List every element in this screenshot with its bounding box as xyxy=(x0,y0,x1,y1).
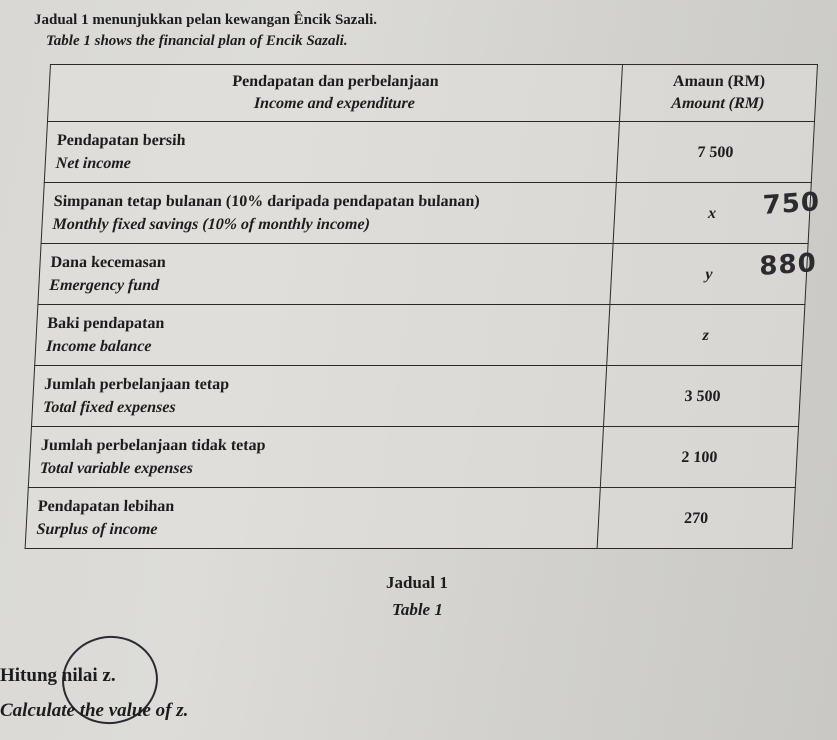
table-caption-malay: Jadual 1 xyxy=(386,573,448,592)
intro-text-malay: Jadual 1 menunjukkan pelan kewangan Êncik Sazali. xyxy=(34,12,378,28)
table-row xyxy=(25,488,795,549)
row-description xyxy=(25,488,600,549)
amount-variable-z: z xyxy=(702,326,710,344)
table-row xyxy=(28,427,798,488)
handwritten-annotation: 750 xyxy=(762,187,820,221)
header-description-malay: Pendapatan dan perbelanjaan xyxy=(231,73,440,90)
table-row xyxy=(32,366,802,427)
row-label-malay: Jumlah perbelanjaan tidak tetap xyxy=(40,437,266,454)
row-description xyxy=(35,305,610,366)
row-label-english: Net income xyxy=(55,155,132,172)
question-english: Calculate the value of z. xyxy=(0,700,189,721)
amount-value: 7 500 xyxy=(696,143,734,161)
question-malay: Hitung nilai z. xyxy=(0,665,116,686)
row-label-malay: Pendapatan bersih xyxy=(56,132,186,149)
amount-value: 270 xyxy=(683,509,709,527)
table-row xyxy=(38,244,808,305)
table-header-row xyxy=(47,65,817,122)
row-amount xyxy=(600,427,798,488)
row-label-english: Income balance xyxy=(45,338,152,355)
header-description-english: Income and expenditure xyxy=(253,95,416,112)
table-caption-english: Table 1 xyxy=(392,600,443,619)
row-label-malay: Pendapatan lebihan xyxy=(37,498,175,515)
header-amount-english: Amount (RM) xyxy=(670,95,765,112)
row-description xyxy=(38,244,613,305)
row-label-malay: Jumlah perbelanjaan tetap xyxy=(43,376,230,393)
table-row xyxy=(35,305,805,366)
row-label-malay: Dana kecemasan xyxy=(50,254,167,271)
row-label-malay: Simpanan tetap bulanan (10% daripada pendapatan bulanan) xyxy=(53,193,481,210)
financial-plan-table xyxy=(25,64,818,549)
row-label-english: Total variable expenses xyxy=(39,460,194,477)
amount-value: 2 100 xyxy=(680,448,718,466)
row-amount xyxy=(613,183,820,244)
row-amount xyxy=(616,122,814,183)
amount-variable-x: x xyxy=(707,204,717,222)
row-label-english: Monthly fixed savings (10% of monthly income) xyxy=(52,216,371,233)
row-description xyxy=(28,427,603,488)
row-description xyxy=(32,366,607,427)
row-amount xyxy=(607,305,805,366)
handwritten-annotation: 880 xyxy=(758,248,817,282)
header-amount xyxy=(619,65,817,122)
table-row xyxy=(41,183,811,244)
amount-variable-y: y xyxy=(704,265,713,283)
table-row xyxy=(44,122,814,183)
row-label-english: Emergency fund xyxy=(48,277,160,294)
header-amount-malay: Amaun (RM) xyxy=(672,73,766,90)
row-amount xyxy=(603,366,801,427)
intro-text-english: Table 1 shows the financial plan of Encik Sazali. xyxy=(46,33,348,49)
row-label-malay: Baki pendapatan xyxy=(46,315,165,332)
row-description xyxy=(44,122,619,183)
row-amount xyxy=(597,488,795,549)
row-amount xyxy=(610,244,817,305)
row-label-english: Surplus of income xyxy=(36,521,158,538)
amount-value: 3 500 xyxy=(684,387,721,405)
row-label-english: Total fixed expenses xyxy=(42,399,177,416)
row-description xyxy=(41,183,616,244)
header-description xyxy=(47,65,622,122)
